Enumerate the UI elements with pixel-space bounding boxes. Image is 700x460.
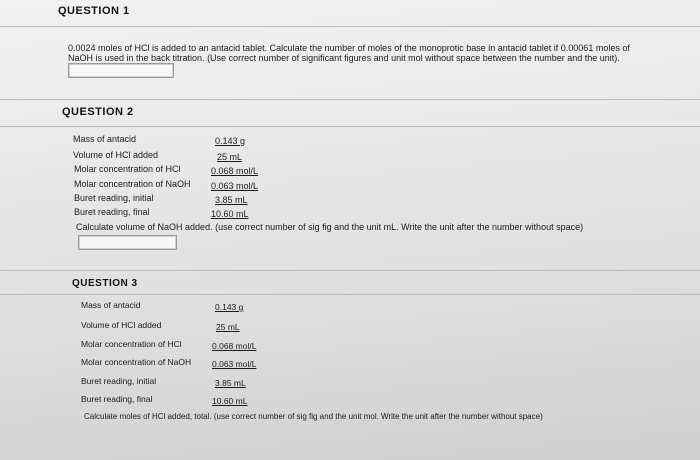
question-3-title: QUESTION 3	[72, 278, 138, 289]
q2-row-label: Molar concentration of HCl	[74, 164, 181, 174]
question-1-text-line2: NaOH is used in the back titration. (Use correct number of significant figures and unit mol without space between the number and the unit).	[68, 53, 620, 63]
q2-row-label: Mass of antacid	[73, 134, 137, 144]
q3-row-label: Mass of antacid	[81, 300, 141, 310]
q2-row-value: 25 mL	[217, 152, 243, 162]
question-2-header	[0, 100, 700, 126]
q2-row-label: Buret reading, final	[74, 207, 150, 217]
q3-row-label: Molar concentration of HCl	[81, 339, 182, 349]
question-2-prompt: Calculate volume of NaOH added. (use correct number of sig fig and the unit mL. Write the unit after the number without space)	[76, 222, 584, 232]
q2-row-label: Volume of HCl added	[73, 150, 159, 160]
question-2-divider	[0, 126, 700, 127]
question-3-prompt: Calculate moles of HCl added, total. (use correct number of sig fig and the unit mol. Write the unit after the number without space)	[84, 412, 543, 421]
q3-row-value: 0.068 mol/L	[212, 341, 257, 351]
question-1-divider	[0, 26, 700, 27]
question-3-header	[0, 271, 700, 295]
q3-row-value: 25 mL	[216, 322, 240, 332]
q3-row-value: 3.85 mL	[215, 378, 246, 388]
q3-row-value: 0.143 g	[215, 302, 244, 312]
question-2-answer-input[interactable]	[78, 235, 177, 250]
q3-row-value: 0.063 mol/L	[212, 359, 257, 369]
question-2-title: QUESTION 2	[62, 106, 134, 118]
q3-row-value: 10.60 mL	[212, 396, 248, 406]
q3-row-label: Buret reading, initial	[81, 376, 157, 386]
q2-row-value: 10.60 mL	[211, 209, 249, 219]
q3-row-label: Molar concentration of NaOH	[81, 357, 192, 367]
q2-row-value: 3.85 mL	[215, 195, 248, 205]
q3-row-label: Buret reading, final	[81, 394, 153, 404]
question-3-divider	[0, 294, 700, 295]
question-1-header	[0, 0, 700, 26]
question-1-text-line1: 0.0024 moles of HCl is added to an antacid tablet. Calculate the number of moles of the monoprotic base in antacid tablet if 0.00061 moles of	[68, 43, 630, 53]
question-1-answer-input[interactable]	[68, 63, 174, 78]
q2-row-value: 0.143 g	[215, 136, 246, 146]
question-1-title: QUESTION 1	[58, 5, 130, 17]
q2-row-value: 0.063 mol/L	[211, 181, 259, 191]
q3-row-label: Volume of HCl added	[81, 320, 162, 330]
q2-row-label: Molar concentration of NaOH	[74, 179, 191, 189]
q2-row-label: Buret reading, initial	[74, 193, 154, 203]
q2-row-value: 0.068 mol/L	[211, 166, 259, 176]
